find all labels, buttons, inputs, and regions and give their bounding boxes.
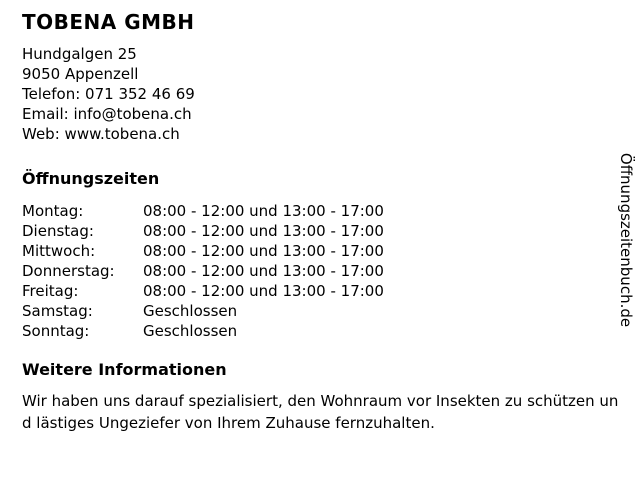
day-label: Samstag: — [22, 302, 93, 320]
day-hours: 08:00 - 12:00 und 13:00 - 17:00 — [143, 282, 384, 300]
contact-block — [22, 44, 620, 144]
email-value: info@tobena.ch — [73, 105, 192, 123]
more-info-text: Wir haben uns darauf spezialisiert, den Wohnraum vor Insekten zu schützen und lästiges Ungeziefer von Ihrem Zuhause fernzuhalten. — [22, 392, 619, 432]
phone-line — [22, 84, 620, 104]
hours-row — [22, 221, 620, 241]
email-line — [22, 104, 620, 124]
address-city: 9050 Appenzell — [22, 65, 139, 83]
hours-row — [22, 321, 620, 341]
more-info-title: Weitere Informationen — [22, 360, 227, 379]
site-watermark: Öffnungszeitenbuch.de — [617, 152, 635, 328]
web-line — [22, 124, 620, 144]
day-hours: Geschlossen — [143, 302, 238, 320]
hours-row — [22, 281, 620, 301]
phone-label: Telefon: — [22, 85, 81, 103]
day-hours: 08:00 - 12:00 und 13:00 - 17:00 — [143, 262, 384, 280]
web-label: Web: — [22, 125, 60, 143]
day-hours: Geschlossen — [143, 322, 238, 340]
day-label: Donnerstag: — [22, 262, 115, 280]
day-label: Montag: — [22, 202, 84, 220]
page-content — [22, 10, 620, 434]
day-hours: 08:00 - 12:00 und 13:00 - 17:00 — [143, 242, 384, 260]
company-name: TOBENA GMBH — [22, 10, 195, 34]
hours-row — [22, 241, 620, 261]
day-label: Mittwoch: — [22, 242, 96, 260]
hours-row — [22, 201, 620, 221]
day-label: Dienstag: — [22, 222, 94, 240]
day-hours: 08:00 - 12:00 und 13:00 - 17:00 — [143, 222, 384, 240]
email-label: Email: — [22, 105, 69, 123]
day-label: Sonntag: — [22, 322, 90, 340]
day-hours: 08:00 - 12:00 und 13:00 - 17:00 — [143, 202, 384, 220]
phone-value: 071 352 46 69 — [85, 85, 195, 103]
address-street: Hundgalgen 25 — [22, 45, 137, 63]
web-value: www.tobena.ch — [64, 125, 180, 143]
hours-row — [22, 261, 620, 281]
opening-hours-title: Öffnungszeiten — [22, 169, 160, 188]
hours-row — [22, 301, 620, 321]
day-label: Freitag: — [22, 282, 79, 300]
hours-table — [22, 201, 620, 341]
